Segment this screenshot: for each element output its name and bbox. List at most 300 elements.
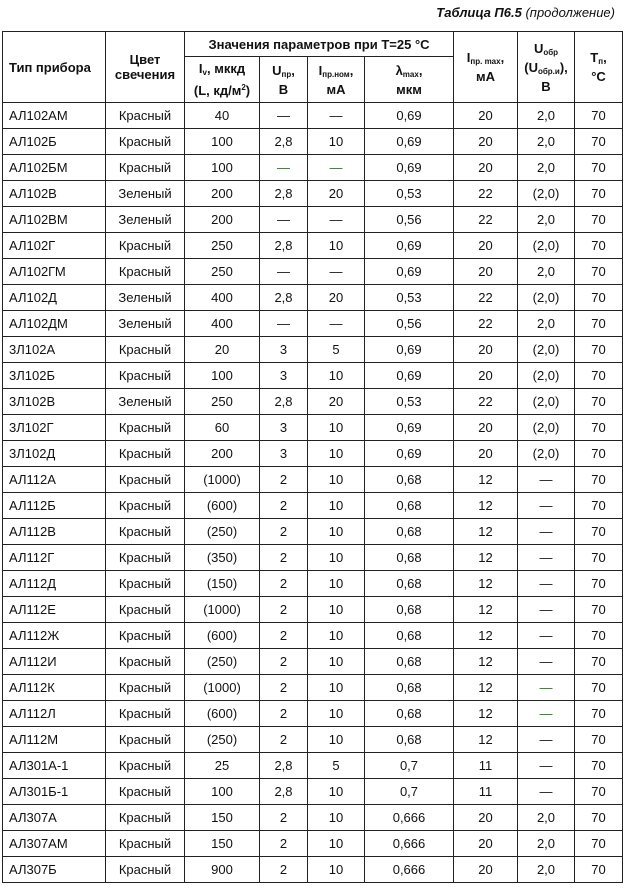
- cell-tp: 70: [575, 181, 623, 207]
- cell-device-type: АЛ307А: [3, 805, 106, 831]
- cell-lambda-max: 0,69: [365, 233, 454, 259]
- cell-ipr-nom: 20: [308, 285, 365, 311]
- cell-uobr: —: [518, 701, 575, 727]
- cell-lambda-max: 0,68: [365, 649, 454, 675]
- cell-ipr-nom: —: [308, 207, 365, 233]
- table-row: [3, 493, 623, 519]
- cell-lambda-max: 0,68: [365, 701, 454, 727]
- cell-uobr: —: [518, 623, 575, 649]
- cell-iv: 200: [185, 441, 260, 467]
- cell-iv: (1000): [185, 675, 260, 701]
- cell-ipr-max: 12: [454, 493, 518, 519]
- cell-uobr: (2,0): [518, 285, 575, 311]
- cell-ipr-nom: 5: [308, 337, 365, 363]
- cell-glow-color: Красный: [106, 337, 185, 363]
- cell-ipr-nom: —: [308, 259, 365, 285]
- cell-upr: 3: [260, 441, 308, 467]
- cell-iv: (250): [185, 649, 260, 675]
- cell-tp: 70: [575, 857, 623, 883]
- cell-device-type: АЛ102В: [3, 181, 106, 207]
- cell-device-type: АЛ102Г: [3, 233, 106, 259]
- cell-glow-color: Красный: [106, 545, 185, 571]
- cell-upr: 2,8: [260, 285, 308, 311]
- cell-glow-color: Зеленый: [106, 389, 185, 415]
- cell-device-type: АЛ112Г: [3, 545, 106, 571]
- cell-upr: 2: [260, 727, 308, 753]
- cell-ipr-nom: —: [308, 155, 365, 181]
- cell-ipr-max: 22: [454, 285, 518, 311]
- cell-glow-color: Красный: [106, 233, 185, 259]
- cell-upr: 2: [260, 519, 308, 545]
- cell-iv: 250: [185, 259, 260, 285]
- cell-ipr-max: 20: [454, 103, 518, 129]
- cell-device-type: АЛ112Д: [3, 571, 106, 597]
- cell-upr: 2,8: [260, 779, 308, 805]
- cell-tp: 70: [575, 545, 623, 571]
- cell-lambda-max: 0,666: [365, 805, 454, 831]
- cell-ipr-nom: 10: [308, 701, 365, 727]
- cell-device-type: 3Л102А: [3, 337, 106, 363]
- cell-ipr-max: 12: [454, 649, 518, 675]
- cell-uobr: —: [518, 519, 575, 545]
- cell-uobr: —: [518, 597, 575, 623]
- header-type: Тип прибора: [3, 32, 106, 103]
- cell-glow-color: Красный: [106, 753, 185, 779]
- cell-iv: 20: [185, 337, 260, 363]
- cell-ipr-nom: 10: [308, 467, 365, 493]
- cell-lambda-max: 0,69: [365, 441, 454, 467]
- cell-lambda-max: 0,68: [365, 623, 454, 649]
- cell-tp: 70: [575, 597, 623, 623]
- table-row: [3, 467, 623, 493]
- cell-tp: 70: [575, 805, 623, 831]
- cell-tp: 70: [575, 155, 623, 181]
- cell-device-type: АЛ307Б: [3, 857, 106, 883]
- cell-iv: 250: [185, 233, 260, 259]
- table-body: [3, 103, 623, 883]
- cell-ipr-max: 22: [454, 207, 518, 233]
- cell-glow-color: Красный: [106, 701, 185, 727]
- header-ipr-nom: $I_{пр.ном}$, мА: [308, 57, 365, 103]
- cell-tp: 70: [575, 519, 623, 545]
- cell-glow-color: Красный: [106, 519, 185, 545]
- cell-iv: (1000): [185, 597, 260, 623]
- cell-iv: 100: [185, 155, 260, 181]
- header-color: Цвет свечения: [106, 32, 185, 103]
- cell-lambda-max: 0,53: [365, 389, 454, 415]
- cell-iv: (1000): [185, 467, 260, 493]
- cell-upr: —: [260, 155, 308, 181]
- cell-upr: —: [260, 311, 308, 337]
- cell-uobr: (2,0): [518, 181, 575, 207]
- cell-ipr-max: 11: [454, 779, 518, 805]
- cell-iv: 400: [185, 311, 260, 337]
- cell-glow-color: Красный: [106, 779, 185, 805]
- cell-upr: 2,8: [260, 233, 308, 259]
- table-row: [3, 259, 623, 285]
- cell-iv: (250): [185, 519, 260, 545]
- cell-lambda-max: 0,68: [365, 727, 454, 753]
- cell-lambda-max: 0,69: [365, 415, 454, 441]
- cell-ipr-max: 12: [454, 545, 518, 571]
- table-row: [3, 129, 623, 155]
- cell-iv: (600): [185, 493, 260, 519]
- cell-ipr-nom: 10: [308, 233, 365, 259]
- cell-uobr: (2,0): [518, 363, 575, 389]
- header-upr: $U_{пр}$, В: [260, 57, 308, 103]
- cell-device-type: 3Л102Б: [3, 363, 106, 389]
- table-row: [3, 519, 623, 545]
- table-row: [3, 675, 623, 701]
- cell-ipr-nom: 20: [308, 181, 365, 207]
- table-row: [3, 337, 623, 363]
- cell-uobr: (2,0): [518, 389, 575, 415]
- table-row: [3, 415, 623, 441]
- cell-device-type: 3Л102В: [3, 389, 106, 415]
- cell-uobr: —: [518, 467, 575, 493]
- table-row: [3, 285, 623, 311]
- cell-ipr-nom: 10: [308, 857, 365, 883]
- cell-device-type: АЛ112К: [3, 675, 106, 701]
- cell-uobr: 2,0: [518, 207, 575, 233]
- cell-lambda-max: 0,7: [365, 779, 454, 805]
- cell-glow-color: Красный: [106, 857, 185, 883]
- cell-ipr-nom: 10: [308, 831, 365, 857]
- cell-ipr-nom: 10: [308, 675, 365, 701]
- cell-uobr: (2,0): [518, 441, 575, 467]
- cell-iv: 900: [185, 857, 260, 883]
- cell-tp: 70: [575, 363, 623, 389]
- cell-lambda-max: 0,68: [365, 545, 454, 571]
- cell-glow-color: Красный: [106, 363, 185, 389]
- cell-upr: —: [260, 103, 308, 129]
- cell-iv: (350): [185, 545, 260, 571]
- cell-lambda-max: 0,69: [365, 155, 454, 181]
- cell-lambda-max: 0,68: [365, 675, 454, 701]
- cell-device-type: АЛ102БМ: [3, 155, 106, 181]
- cell-tp: 70: [575, 623, 623, 649]
- cell-ipr-max: 20: [454, 129, 518, 155]
- table-row: [3, 389, 623, 415]
- cell-uobr: —: [518, 779, 575, 805]
- header-lambda-max: $\lambda_{max}$, мкм: [365, 57, 454, 103]
- cell-ipr-nom: 10: [308, 129, 365, 155]
- cell-uobr: —: [518, 649, 575, 675]
- cell-upr: 3: [260, 415, 308, 441]
- cell-ipr-nom: —: [308, 103, 365, 129]
- table-row: [3, 753, 623, 779]
- cell-upr: 2: [260, 857, 308, 883]
- cell-iv: (600): [185, 701, 260, 727]
- cell-tp: 70: [575, 207, 623, 233]
- cell-tp: 70: [575, 285, 623, 311]
- cell-uobr: —: [518, 493, 575, 519]
- cell-uobr: (2,0): [518, 415, 575, 441]
- cell-ipr-nom: 10: [308, 415, 365, 441]
- header-parameters-group: Значения параметров при T=25 °C: [185, 32, 454, 57]
- cell-lambda-max: 0,666: [365, 831, 454, 857]
- cell-ipr-nom: 10: [308, 727, 365, 753]
- cell-ipr-nom: 10: [308, 571, 365, 597]
- cell-ipr-max: 22: [454, 181, 518, 207]
- cell-upr: 2: [260, 597, 308, 623]
- cell-upr: 2,8: [260, 181, 308, 207]
- cell-device-type: АЛ301А-1: [3, 753, 106, 779]
- cell-uobr: —: [518, 753, 575, 779]
- cell-ipr-max: 20: [454, 233, 518, 259]
- cell-ipr-max: 12: [454, 597, 518, 623]
- table-row: [3, 649, 623, 675]
- cell-iv: (150): [185, 571, 260, 597]
- cell-upr: 2,8: [260, 389, 308, 415]
- cell-device-type: АЛ102АМ: [3, 103, 106, 129]
- header-ipr-max: $I_{пр. max}$, мА: [454, 32, 518, 103]
- cell-tp: 70: [575, 337, 623, 363]
- cell-upr: —: [260, 259, 308, 285]
- cell-tp: 70: [575, 467, 623, 493]
- cell-iv: 60: [185, 415, 260, 441]
- cell-glow-color: Красный: [106, 727, 185, 753]
- cell-lambda-max: 0,53: [365, 285, 454, 311]
- cell-upr: 2: [260, 831, 308, 857]
- cell-tp: 70: [575, 493, 623, 519]
- cell-upr: 2,8: [260, 753, 308, 779]
- cell-glow-color: Красный: [106, 103, 185, 129]
- table-row: [3, 597, 623, 623]
- cell-ipr-nom: 10: [308, 519, 365, 545]
- cell-uobr: —: [518, 675, 575, 701]
- cell-iv: 150: [185, 805, 260, 831]
- cell-tp: 70: [575, 831, 623, 857]
- cell-tp: 70: [575, 649, 623, 675]
- cell-glow-color: Зеленый: [106, 311, 185, 337]
- cell-ipr-max: 20: [454, 857, 518, 883]
- cell-device-type: АЛ112Б: [3, 493, 106, 519]
- cell-upr: 2: [260, 571, 308, 597]
- cell-upr: 2: [260, 467, 308, 493]
- cell-upr: 2,8: [260, 129, 308, 155]
- cell-ipr-nom: 10: [308, 805, 365, 831]
- cell-iv: (250): [185, 727, 260, 753]
- cell-device-type: АЛ102ДМ: [3, 311, 106, 337]
- cell-glow-color: Красный: [106, 597, 185, 623]
- cell-upr: 2: [260, 493, 308, 519]
- cell-ipr-max: 12: [454, 623, 518, 649]
- parameters-table: [2, 31, 623, 883]
- cell-iv: 100: [185, 363, 260, 389]
- cell-device-type: АЛ112Е: [3, 597, 106, 623]
- cell-uobr: 2,0: [518, 259, 575, 285]
- cell-tp: 70: [575, 415, 623, 441]
- cell-lambda-max: 0,56: [365, 207, 454, 233]
- cell-tp: 70: [575, 441, 623, 467]
- table-row: [3, 363, 623, 389]
- cell-glow-color: Зеленый: [106, 285, 185, 311]
- cell-uobr: (2,0): [518, 233, 575, 259]
- cell-device-type: АЛ112Ж: [3, 623, 106, 649]
- table-row: [3, 233, 623, 259]
- cell-upr: 2: [260, 545, 308, 571]
- table-row: [3, 311, 623, 337]
- cell-uobr: 2,0: [518, 103, 575, 129]
- cell-lambda-max: 0,68: [365, 467, 454, 493]
- cell-glow-color: Красный: [106, 649, 185, 675]
- cell-uobr: 2,0: [518, 857, 575, 883]
- cell-uobr: (2,0): [518, 337, 575, 363]
- cell-device-type: АЛ112Л: [3, 701, 106, 727]
- cell-ipr-nom: 10: [308, 493, 365, 519]
- cell-lambda-max: 0,666: [365, 857, 454, 883]
- cell-tp: 70: [575, 311, 623, 337]
- cell-uobr: —: [518, 545, 575, 571]
- cell-ipr-nom: 10: [308, 779, 365, 805]
- cell-iv: 40: [185, 103, 260, 129]
- cell-lambda-max: 0,53: [365, 181, 454, 207]
- cell-upr: 2: [260, 675, 308, 701]
- cell-ipr-max: 20: [454, 415, 518, 441]
- cell-device-type: 3Л102Д: [3, 441, 106, 467]
- cell-tp: 70: [575, 701, 623, 727]
- cell-tp: 70: [575, 259, 623, 285]
- cell-lambda-max: 0,68: [365, 519, 454, 545]
- cell-ipr-nom: 10: [308, 623, 365, 649]
- cell-upr: 2: [260, 701, 308, 727]
- cell-tp: 70: [575, 779, 623, 805]
- cell-device-type: АЛ112А: [3, 467, 106, 493]
- cell-lambda-max: 0,7: [365, 753, 454, 779]
- cell-ipr-nom: 5: [308, 753, 365, 779]
- cell-device-type: АЛ112И: [3, 649, 106, 675]
- header-uobr: $U_{обр}$ $(U_{обр.и})$, В: [518, 32, 575, 103]
- cell-ipr-nom: 20: [308, 389, 365, 415]
- cell-lambda-max: 0,69: [365, 259, 454, 285]
- cell-ipr-max: 20: [454, 831, 518, 857]
- cell-glow-color: Красный: [106, 441, 185, 467]
- cell-glow-color: Красный: [106, 259, 185, 285]
- cell-glow-color: Зеленый: [106, 207, 185, 233]
- cell-iv: 200: [185, 181, 260, 207]
- cell-ipr-max: 12: [454, 727, 518, 753]
- cell-ipr-max: 20: [454, 441, 518, 467]
- cell-ipr-max: 20: [454, 805, 518, 831]
- cell-device-type: АЛ301Б-1: [3, 779, 106, 805]
- cell-upr: 3: [260, 337, 308, 363]
- cell-iv: 100: [185, 779, 260, 805]
- cell-ipr-max: 20: [454, 155, 518, 181]
- cell-ipr-nom: 10: [308, 649, 365, 675]
- cell-device-type: АЛ102Б: [3, 129, 106, 155]
- table-caption: Таблица П6.5 (продолжение): [436, 5, 615, 20]
- cell-ipr-max: 11: [454, 753, 518, 779]
- cell-device-type: АЛ112В: [3, 519, 106, 545]
- table-row: [3, 103, 623, 129]
- cell-iv: 200: [185, 207, 260, 233]
- cell-uobr: 2,0: [518, 155, 575, 181]
- table-row: [3, 207, 623, 233]
- cell-uobr: —: [518, 727, 575, 753]
- cell-tp: 70: [575, 389, 623, 415]
- cell-device-type: АЛ102ГМ: [3, 259, 106, 285]
- cell-glow-color: Красный: [106, 129, 185, 155]
- table-row: [3, 779, 623, 805]
- cell-ipr-max: 12: [454, 467, 518, 493]
- cell-tp: 70: [575, 675, 623, 701]
- cell-glow-color: Красный: [106, 571, 185, 597]
- table-row: [3, 831, 623, 857]
- cell-tp: 70: [575, 233, 623, 259]
- cell-device-type: АЛ112М: [3, 727, 106, 753]
- cell-ipr-max: 12: [454, 701, 518, 727]
- cell-ipr-max: 12: [454, 519, 518, 545]
- header-iv: $I_v$, мккд (L, $кд/м^2$): [185, 57, 260, 103]
- cell-tp: 70: [575, 103, 623, 129]
- cell-ipr-nom: 10: [308, 597, 365, 623]
- cell-upr: 2: [260, 623, 308, 649]
- cell-glow-color: Красный: [106, 155, 185, 181]
- cell-ipr-max: 20: [454, 363, 518, 389]
- cell-tp: 70: [575, 727, 623, 753]
- cell-upr: 2: [260, 649, 308, 675]
- cell-ipr-nom: 10: [308, 545, 365, 571]
- cell-lambda-max: 0,56: [365, 311, 454, 337]
- cell-tp: 70: [575, 129, 623, 155]
- cell-iv: 25: [185, 753, 260, 779]
- cell-ipr-nom: 10: [308, 441, 365, 467]
- cell-glow-color: Красный: [106, 493, 185, 519]
- cell-glow-color: Зеленый: [106, 181, 185, 207]
- cell-iv: 250: [185, 389, 260, 415]
- cell-iv: 150: [185, 831, 260, 857]
- cell-lambda-max: 0,69: [365, 129, 454, 155]
- cell-device-type: АЛ102Д: [3, 285, 106, 311]
- cell-upr: 3: [260, 363, 308, 389]
- cell-ipr-max: 20: [454, 259, 518, 285]
- cell-device-type: АЛ307АМ: [3, 831, 106, 857]
- table-row: [3, 623, 623, 649]
- cell-uobr: 2,0: [518, 129, 575, 155]
- cell-upr: —: [260, 207, 308, 233]
- cell-glow-color: Красный: [106, 805, 185, 831]
- cell-lambda-max: 0,69: [365, 103, 454, 129]
- cell-iv: 100: [185, 129, 260, 155]
- table-row: [3, 545, 623, 571]
- table-row: [3, 727, 623, 753]
- cell-tp: 70: [575, 571, 623, 597]
- table-row: [3, 181, 623, 207]
- cell-glow-color: Красный: [106, 415, 185, 441]
- cell-ipr-max: 22: [454, 311, 518, 337]
- cell-glow-color: Красный: [106, 675, 185, 701]
- cell-glow-color: Красный: [106, 467, 185, 493]
- cell-ipr-nom: 10: [308, 363, 365, 389]
- cell-lambda-max: 0,68: [365, 597, 454, 623]
- cell-ipr-max: 12: [454, 675, 518, 701]
- cell-glow-color: Красный: [106, 623, 185, 649]
- table-row: [3, 857, 623, 883]
- table-row: [3, 155, 623, 181]
- table-row: [3, 441, 623, 467]
- header-tp: $T_п$, °C: [575, 32, 623, 103]
- cell-lambda-max: 0,69: [365, 337, 454, 363]
- cell-iv: 400: [185, 285, 260, 311]
- table-row: [3, 701, 623, 727]
- cell-uobr: 2,0: [518, 805, 575, 831]
- table-row: [3, 805, 623, 831]
- cell-uobr: 2,0: [518, 311, 575, 337]
- cell-ipr-max: 12: [454, 571, 518, 597]
- cell-device-type: 3Л102Г: [3, 415, 106, 441]
- cell-uobr: 2,0: [518, 831, 575, 857]
